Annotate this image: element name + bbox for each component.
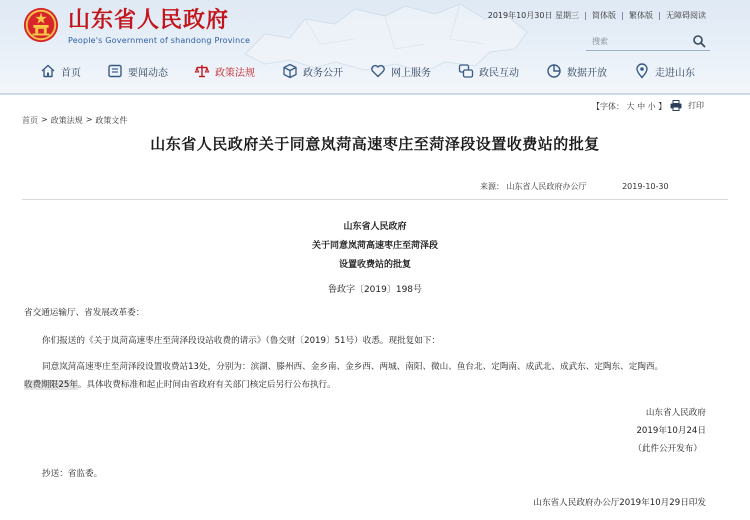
search-input[interactable]	[592, 34, 684, 48]
font-label: 【字体：	[592, 102, 624, 111]
scales-icon	[194, 63, 210, 79]
nav-label: 网上服务	[391, 67, 431, 79]
nav-affairs[interactable]	[282, 60, 343, 82]
doc-title-line1: 关于同意岚菏高速枣庄至菏泽段	[311, 241, 438, 251]
font-medium-button[interactable]: 中	[637, 102, 646, 111]
home-icon	[40, 63, 56, 79]
nav-home[interactable]	[40, 60, 81, 82]
nav-label: 数据开放	[567, 67, 607, 79]
main-nav	[0, 60, 750, 82]
nav-policy[interactable]	[194, 60, 255, 82]
cc-line: 抄送：省监委。	[42, 469, 103, 479]
site-title[interactable]: 山东省人民政府	[68, 8, 230, 33]
national-emblem-icon	[22, 6, 60, 44]
nav-data[interactable]	[546, 60, 607, 82]
accessibility-link[interactable]: 无障碍阅读	[666, 11, 706, 20]
divider	[659, 12, 660, 20]
nav-label: 政务公开	[303, 67, 343, 79]
map-pin-icon	[634, 63, 650, 79]
interaction-icon	[458, 63, 474, 79]
font-size-selector	[592, 101, 666, 112]
nav-shandong[interactable]	[634, 60, 695, 82]
article-date: 2019-10-30	[622, 182, 669, 191]
font-large-button[interactable]: 大	[626, 102, 635, 111]
simplified-link[interactable]: 简体版	[592, 11, 616, 20]
article-title: 山东省人民政府关于同意岚菏高速枣庄至菏泽段设置收费站的批复	[150, 135, 600, 153]
current-date: 2019年10月30日 星期三	[487, 11, 579, 20]
top-utility-bar	[488, 10, 706, 21]
nav-label: 政民互动	[479, 67, 519, 79]
signature-date: 2019年10月24日	[636, 426, 706, 436]
printer-icon	[670, 100, 682, 111]
nav-label: 走进山东	[655, 67, 695, 79]
paragraph-text: 。具体收费标准和起止时间由省政府有关部门核定后另行公布执行。	[77, 380, 336, 390]
news-icon	[107, 63, 123, 79]
data-icon	[546, 63, 562, 79]
signature-org: 山东省人民政府	[645, 408, 706, 418]
breadcrumb-home[interactable]: 首页	[22, 116, 38, 125]
search-icon[interactable]	[692, 34, 706, 48]
article-source: 来源： 山东省人民政府办公厅	[480, 182, 587, 191]
addressee: 省交通运输厅、省发展改革委：	[24, 308, 145, 318]
paragraph-2-line-2	[24, 379, 336, 392]
publish-note: （此件公开发布）	[633, 444, 702, 454]
breadcrumb-policy[interactable]: 政策法规	[50, 116, 83, 125]
breadcrumb-separator: >	[85, 115, 93, 124]
print-issue-line: 山东省人民政府办公厅2019年10月29日印发	[533, 498, 706, 508]
site-header	[0, 0, 750, 94]
highlighted-text: 收费期限25年	[24, 380, 78, 390]
doc-issuer: 山东省人民政府	[343, 222, 407, 232]
site-subtitle: People's Government of shandong Province	[68, 36, 251, 45]
nav-label: 首页	[61, 67, 81, 79]
article-meta	[480, 181, 669, 192]
search-box	[586, 31, 710, 51]
font-small-button[interactable]: 小	[647, 102, 656, 111]
nav-service[interactable]	[370, 60, 431, 82]
divider	[585, 12, 586, 20]
print-label: 打印	[688, 101, 704, 110]
breadcrumb-separator: >	[41, 115, 48, 124]
heart-icon	[370, 63, 386, 79]
paragraph-2-line-1: 同意岚菏高速枣庄至菏泽段设置收费站13处，分别为：滨湖、滕州西、金乡南、金乡西、两城、南阳、微山、鱼台北、定陶南、成武北、成武东、定陶东、定陶西。	[42, 362, 664, 372]
nav-label: 政策法规	[215, 67, 255, 79]
nav-news[interactable]	[107, 60, 168, 82]
print-button[interactable]	[670, 100, 704, 111]
divider	[622, 12, 623, 20]
breadcrumb-documents[interactable]: 政策文件	[95, 116, 128, 125]
doc-number: 鲁政字〔2019〕198号	[327, 285, 423, 295]
divider	[22, 199, 728, 200]
nav-label: 要闻动态	[128, 67, 168, 79]
nav-interaction[interactable]	[458, 60, 519, 82]
paragraph-1: 你们报送的《关于岚菏高速枣庄至菏泽段设站收费的请示》（鲁交财〔2019〕51号）收悉。现批复如下：	[42, 336, 441, 346]
divider	[0, 94, 750, 95]
breadcrumb	[22, 115, 127, 126]
traditional-link[interactable]: 繁体版	[629, 11, 653, 20]
font-label-end: 】	[658, 102, 667, 111]
doc-title-line2: 设置收费站的批复	[338, 260, 411, 270]
cube-icon	[282, 63, 298, 79]
